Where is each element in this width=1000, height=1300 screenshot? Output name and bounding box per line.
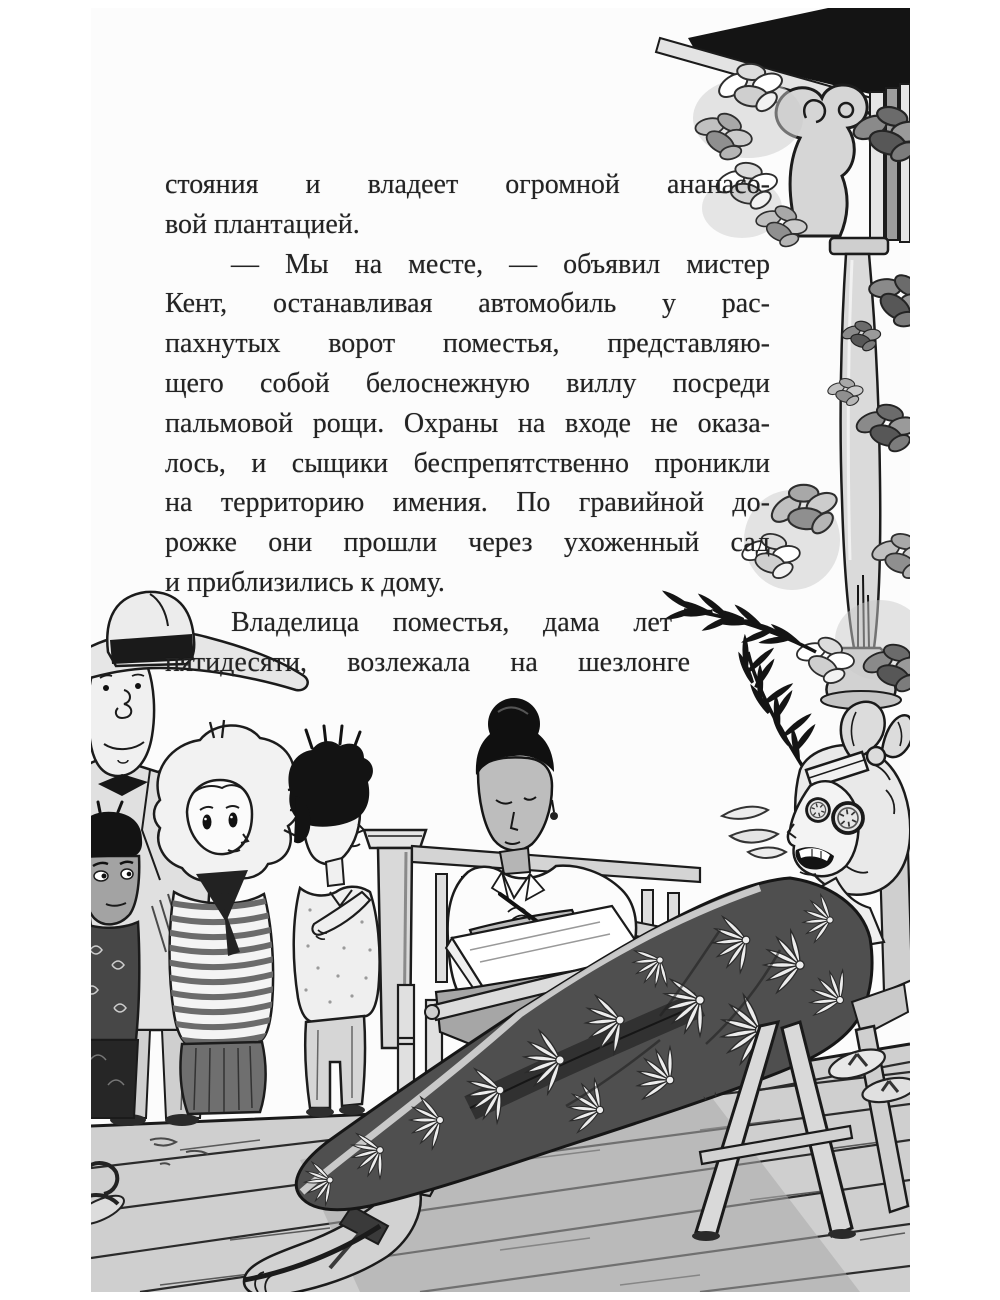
- text-line: на территорию имения. По гравийной до-: [165, 487, 770, 519]
- text-line: пахнутых ворот поместья, представляю-: [165, 328, 770, 360]
- text-line: Владелица поместья, дама лет: [231, 606, 672, 638]
- text-line: Кент, останавливая автомобиль у рас-: [165, 288, 770, 320]
- text-line: рожке они прошли через ухоженный сад: [165, 527, 770, 559]
- text-line: вой плантацией.: [165, 208, 360, 240]
- text-line: и приблизились к дому.: [165, 566, 445, 598]
- text-line: щего собой белоснежную виллу посреди: [165, 367, 770, 399]
- boy-left: [75, 802, 142, 1118]
- page-text: [165, 165, 785, 682]
- text-line: стояния и владеет огромной ананасо-: [165, 169, 770, 200]
- leaf-sprigs: [722, 807, 786, 858]
- text-line: пальмовой рощи. Охраны на входе не оказа-: [165, 407, 770, 439]
- earring: [550, 812, 558, 820]
- boy-right-trousers: [305, 1016, 365, 1108]
- text-line: пятидесяти, возлежала на шезлонге: [165, 646, 690, 678]
- girl-skirt: [180, 1042, 265, 1114]
- boy-right-shirt: [294, 887, 380, 1022]
- boy-right: [288, 726, 379, 1117]
- text-line: — Мы на месте, — объявил мистер: [231, 248, 770, 280]
- secretary-face: [478, 757, 552, 850]
- cucumber-slice-right: [831, 801, 865, 835]
- text-line: лось, и сыщики беспрепятственно проникли: [165, 447, 770, 479]
- boy-left-face: [82, 856, 140, 924]
